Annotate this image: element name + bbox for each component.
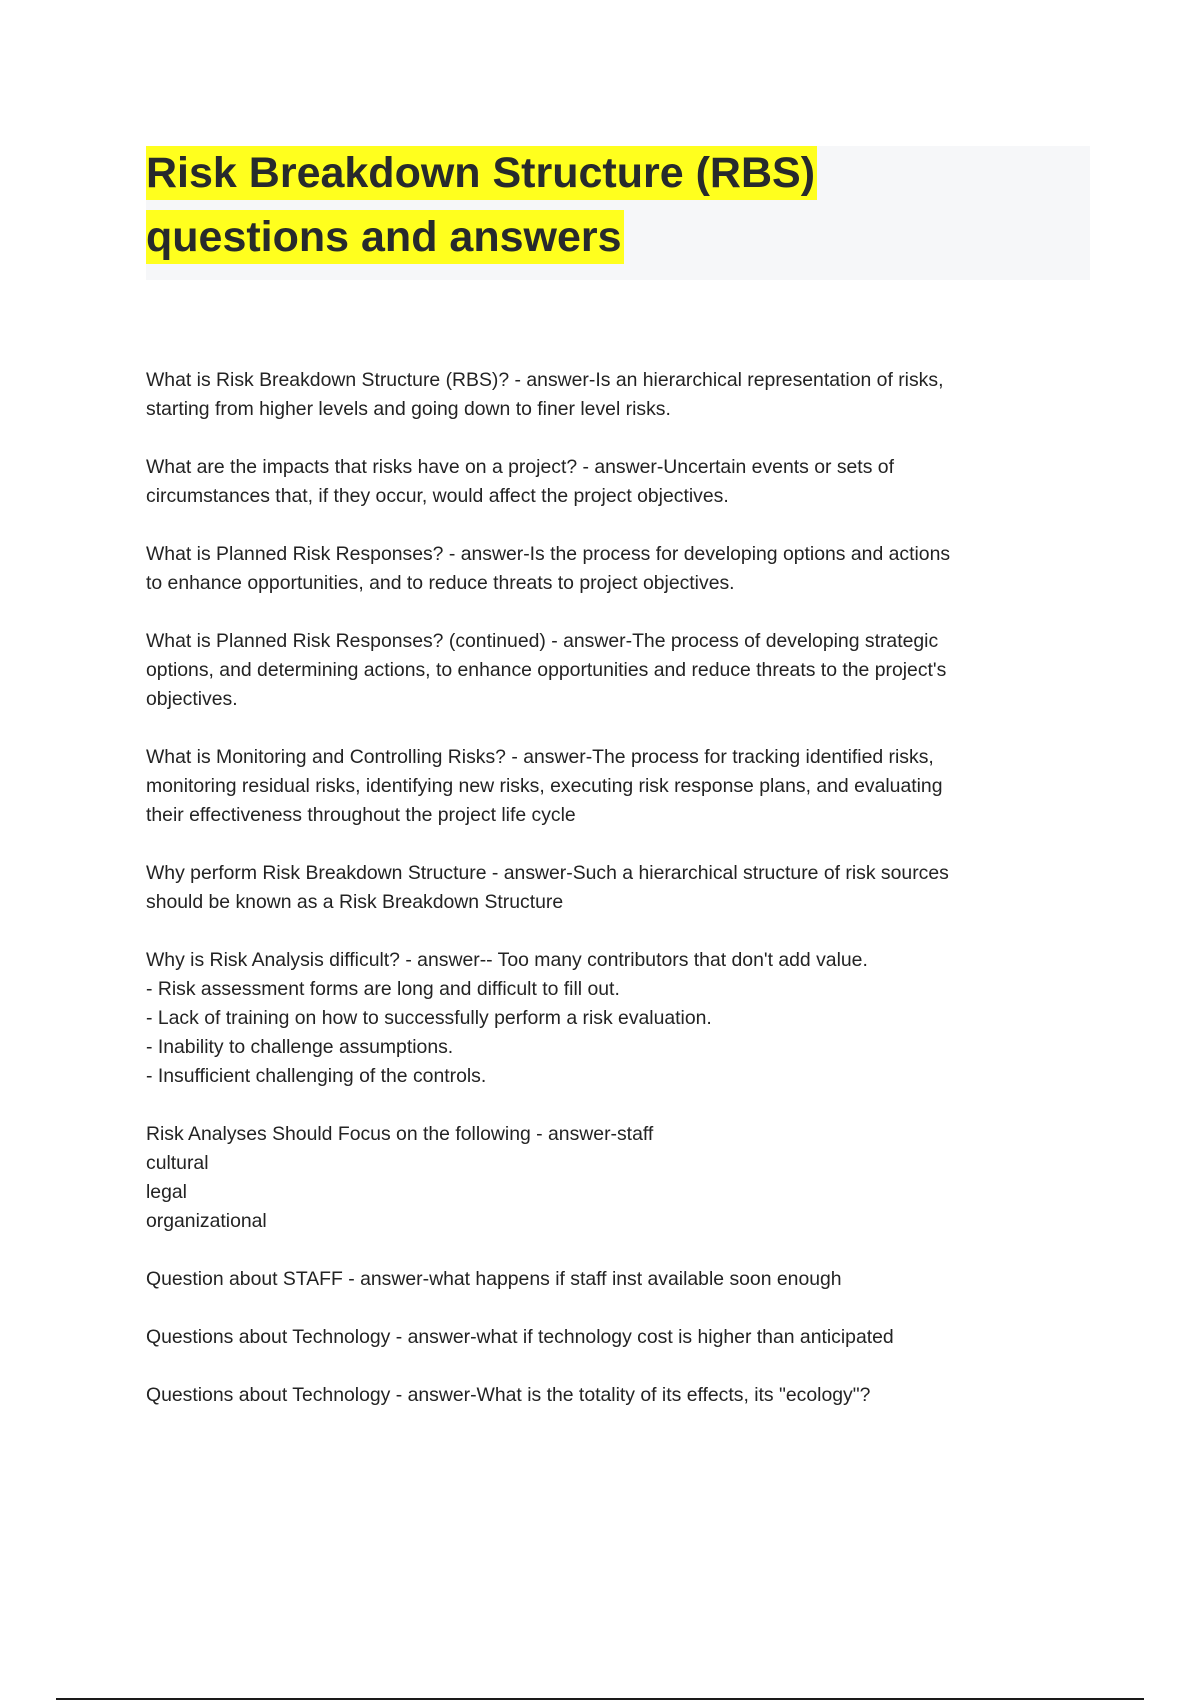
qa-item-9: Question about STAFF - answer-what happens if staff inst available soon enough (146, 1268, 842, 1290)
qa-item-11: Questions about Technology - answer-What is the totality of its effects, its "ecology"? (146, 1384, 871, 1406)
qa-item-5: What is Monitoring and Controlling Risks? - answer-The process for tracking identified risks, monitoring residual risks, identifying new risks, executing risk response plans, and evaluating their effectiveness throughout the project life cycle (146, 746, 943, 826)
qa-item-6: Why perform Risk Breakdown Structure - answer-Such a hierarchical structure of risk sources should be known as a Risk Breakdown Structure (146, 862, 949, 913)
qa-item-1: What is Risk Breakdown Structure (RBS)? - answer-Is an hierarchical representation of risks, starting from higher levels and going down to finer level risks. (146, 369, 944, 420)
qa-item-3: What is Planned Risk Responses? - answer-Is the process for developing options and actions to enhance opportunities, and to reduce threats to project objectives. (146, 543, 951, 594)
qa-item-2: What are the impacts that risks have on a project? - answer-Uncertain events or sets of circumstances that, if they occur, would affect the project objectives. (146, 456, 894, 507)
title-block (146, 146, 1090, 280)
document-title-line-1: Risk Breakdown Structure (RBS) (146, 146, 817, 200)
qa-item-7: Why is Risk Analysis difficult? - answer-- Too many contributors that don't add value. - Risk assessment forms are long and difficult to fill out. - Lack of training on how to successfully perform a risk evaluation. - Inability to challenge assumptions. - Insufficient challenging of the controls. (146, 949, 868, 1087)
document-title-line-2: questions and answers (146, 210, 624, 264)
qa-item-4: What is Planned Risk Responses? (continued) - answer-The process of developing strategic options, and determining actions, to enhance opportunities and reduce threats to the project's objectives. (146, 630, 947, 710)
qa-list (146, 366, 1076, 1439)
qa-item-10: Questions about Technology - answer-what if technology cost is higher than anticipated (146, 1326, 894, 1348)
qa-item-8: Risk Analyses Should Focus on the following - answer-staff cultural legal organizational (146, 1123, 654, 1232)
